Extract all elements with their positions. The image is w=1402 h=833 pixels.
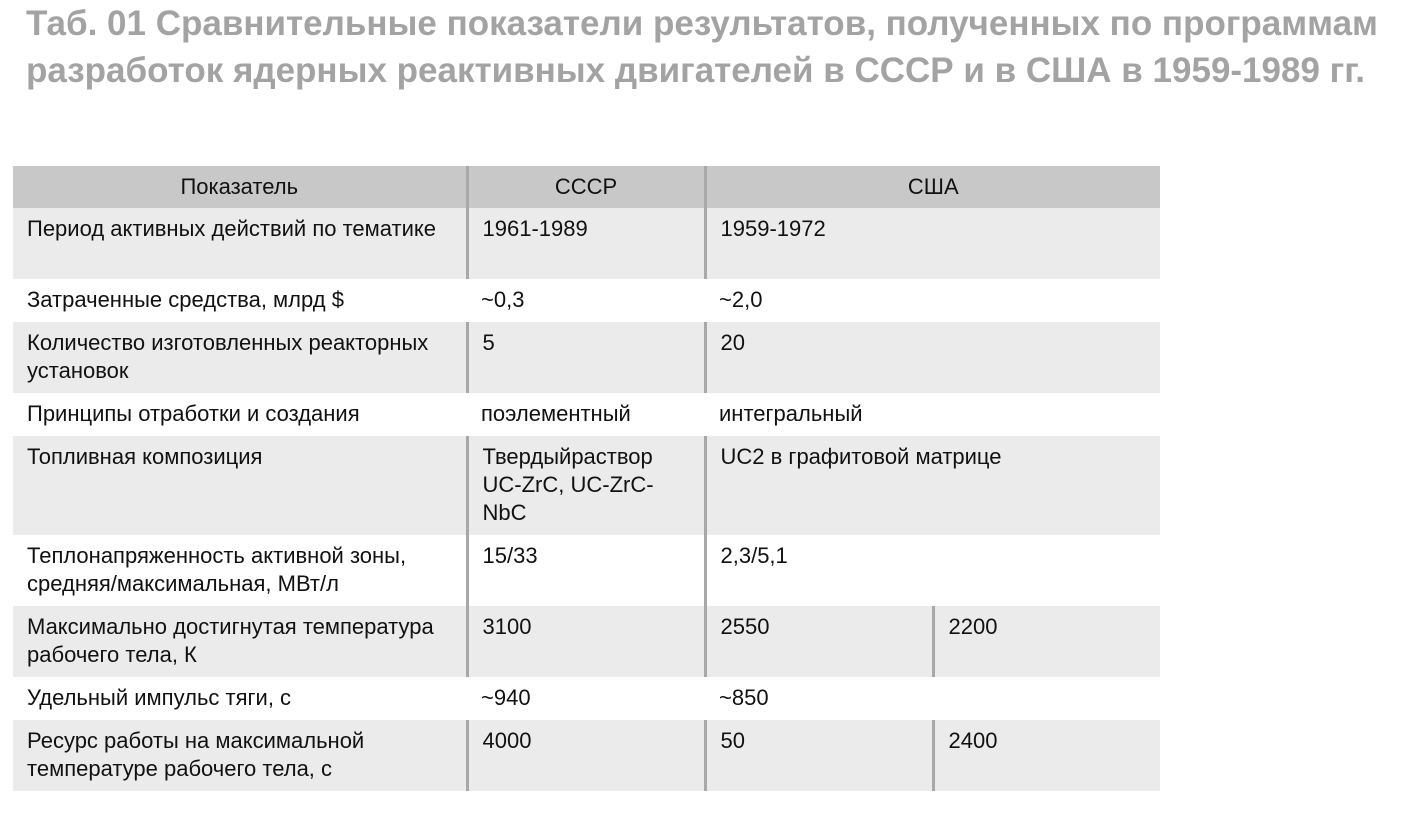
table-row [13,208,1160,279]
table-header-row [13,166,1160,208]
usa-value-cell: 1959-1972 [705,208,1160,279]
usa-value-cell: 50 [705,720,933,791]
usa-value-cell: 2550 [705,606,933,677]
ussr-value-cell: 4000 [467,720,705,791]
ussr-value-cell: ~940 [467,677,705,720]
header-indicator: Показатель [13,166,467,208]
indicator-cell: Ресурс работы на максимальной температуре рабочего тела, с [13,720,467,791]
indicator-cell: Теплонапряженность активной зоны, средняя/максимальная, МВт/л [13,535,467,606]
indicator-cell: Период активных действий по тематике [13,208,467,279]
table-row [13,322,1160,393]
indicator-cell: Максимально достигнутая температура рабочего тела, К [13,606,467,677]
usa-value-cell: UC2 в графитовой матрице [705,436,1160,535]
table-row [13,436,1160,535]
header-ussr: СССР [467,166,705,208]
usa-value-cell: 2200 [933,606,1160,677]
usa-value-cell: 20 [705,322,1160,393]
ussr-value-cell: 1961-1989 [467,208,705,279]
indicator-cell: Топливная композиция [13,436,467,535]
comparison-table [13,166,1160,791]
table-row [13,393,1160,436]
ussr-value-cell: поэлементный [467,393,705,436]
usa-value-cell: интегральный [705,393,1160,436]
usa-value-cell: ~850 [705,677,1160,720]
ussr-value-cell: 15/33 [467,535,705,606]
usa-value-cell: 2,3/5,1 [705,535,1160,606]
ussr-value-cell: 5 [467,322,705,393]
usa-value-cell: ~2,0 [705,279,1160,322]
ussr-value-cell: Твердыйраствор UC-ZrC, UC-ZrC-NbC [467,436,705,535]
ussr-value-cell: 3100 [467,606,705,677]
indicator-cell: Затраченные средства, млрд $ [13,279,467,322]
table-row [13,279,1160,322]
indicator-cell: Удельный импульс тяги, с [13,677,467,720]
indicator-cell: Принципы отработки и создания [13,393,467,436]
table-title: Таб. 01 Сравнительные показатели результатов, полученных по программам разработок ядерных реактивных двигателей в СССР и в США в 1959-1989 гг. [26,4,1378,90]
header-usa: США [705,166,1160,208]
indicator-cell: Количество изготовленных реакторных установок [13,322,467,393]
table-row [13,606,1160,677]
usa-value-cell: 2400 [933,720,1160,791]
table-row [13,677,1160,720]
ussr-value-cell: ~0,3 [467,279,705,322]
table-row [13,720,1160,791]
table-row [13,535,1160,606]
